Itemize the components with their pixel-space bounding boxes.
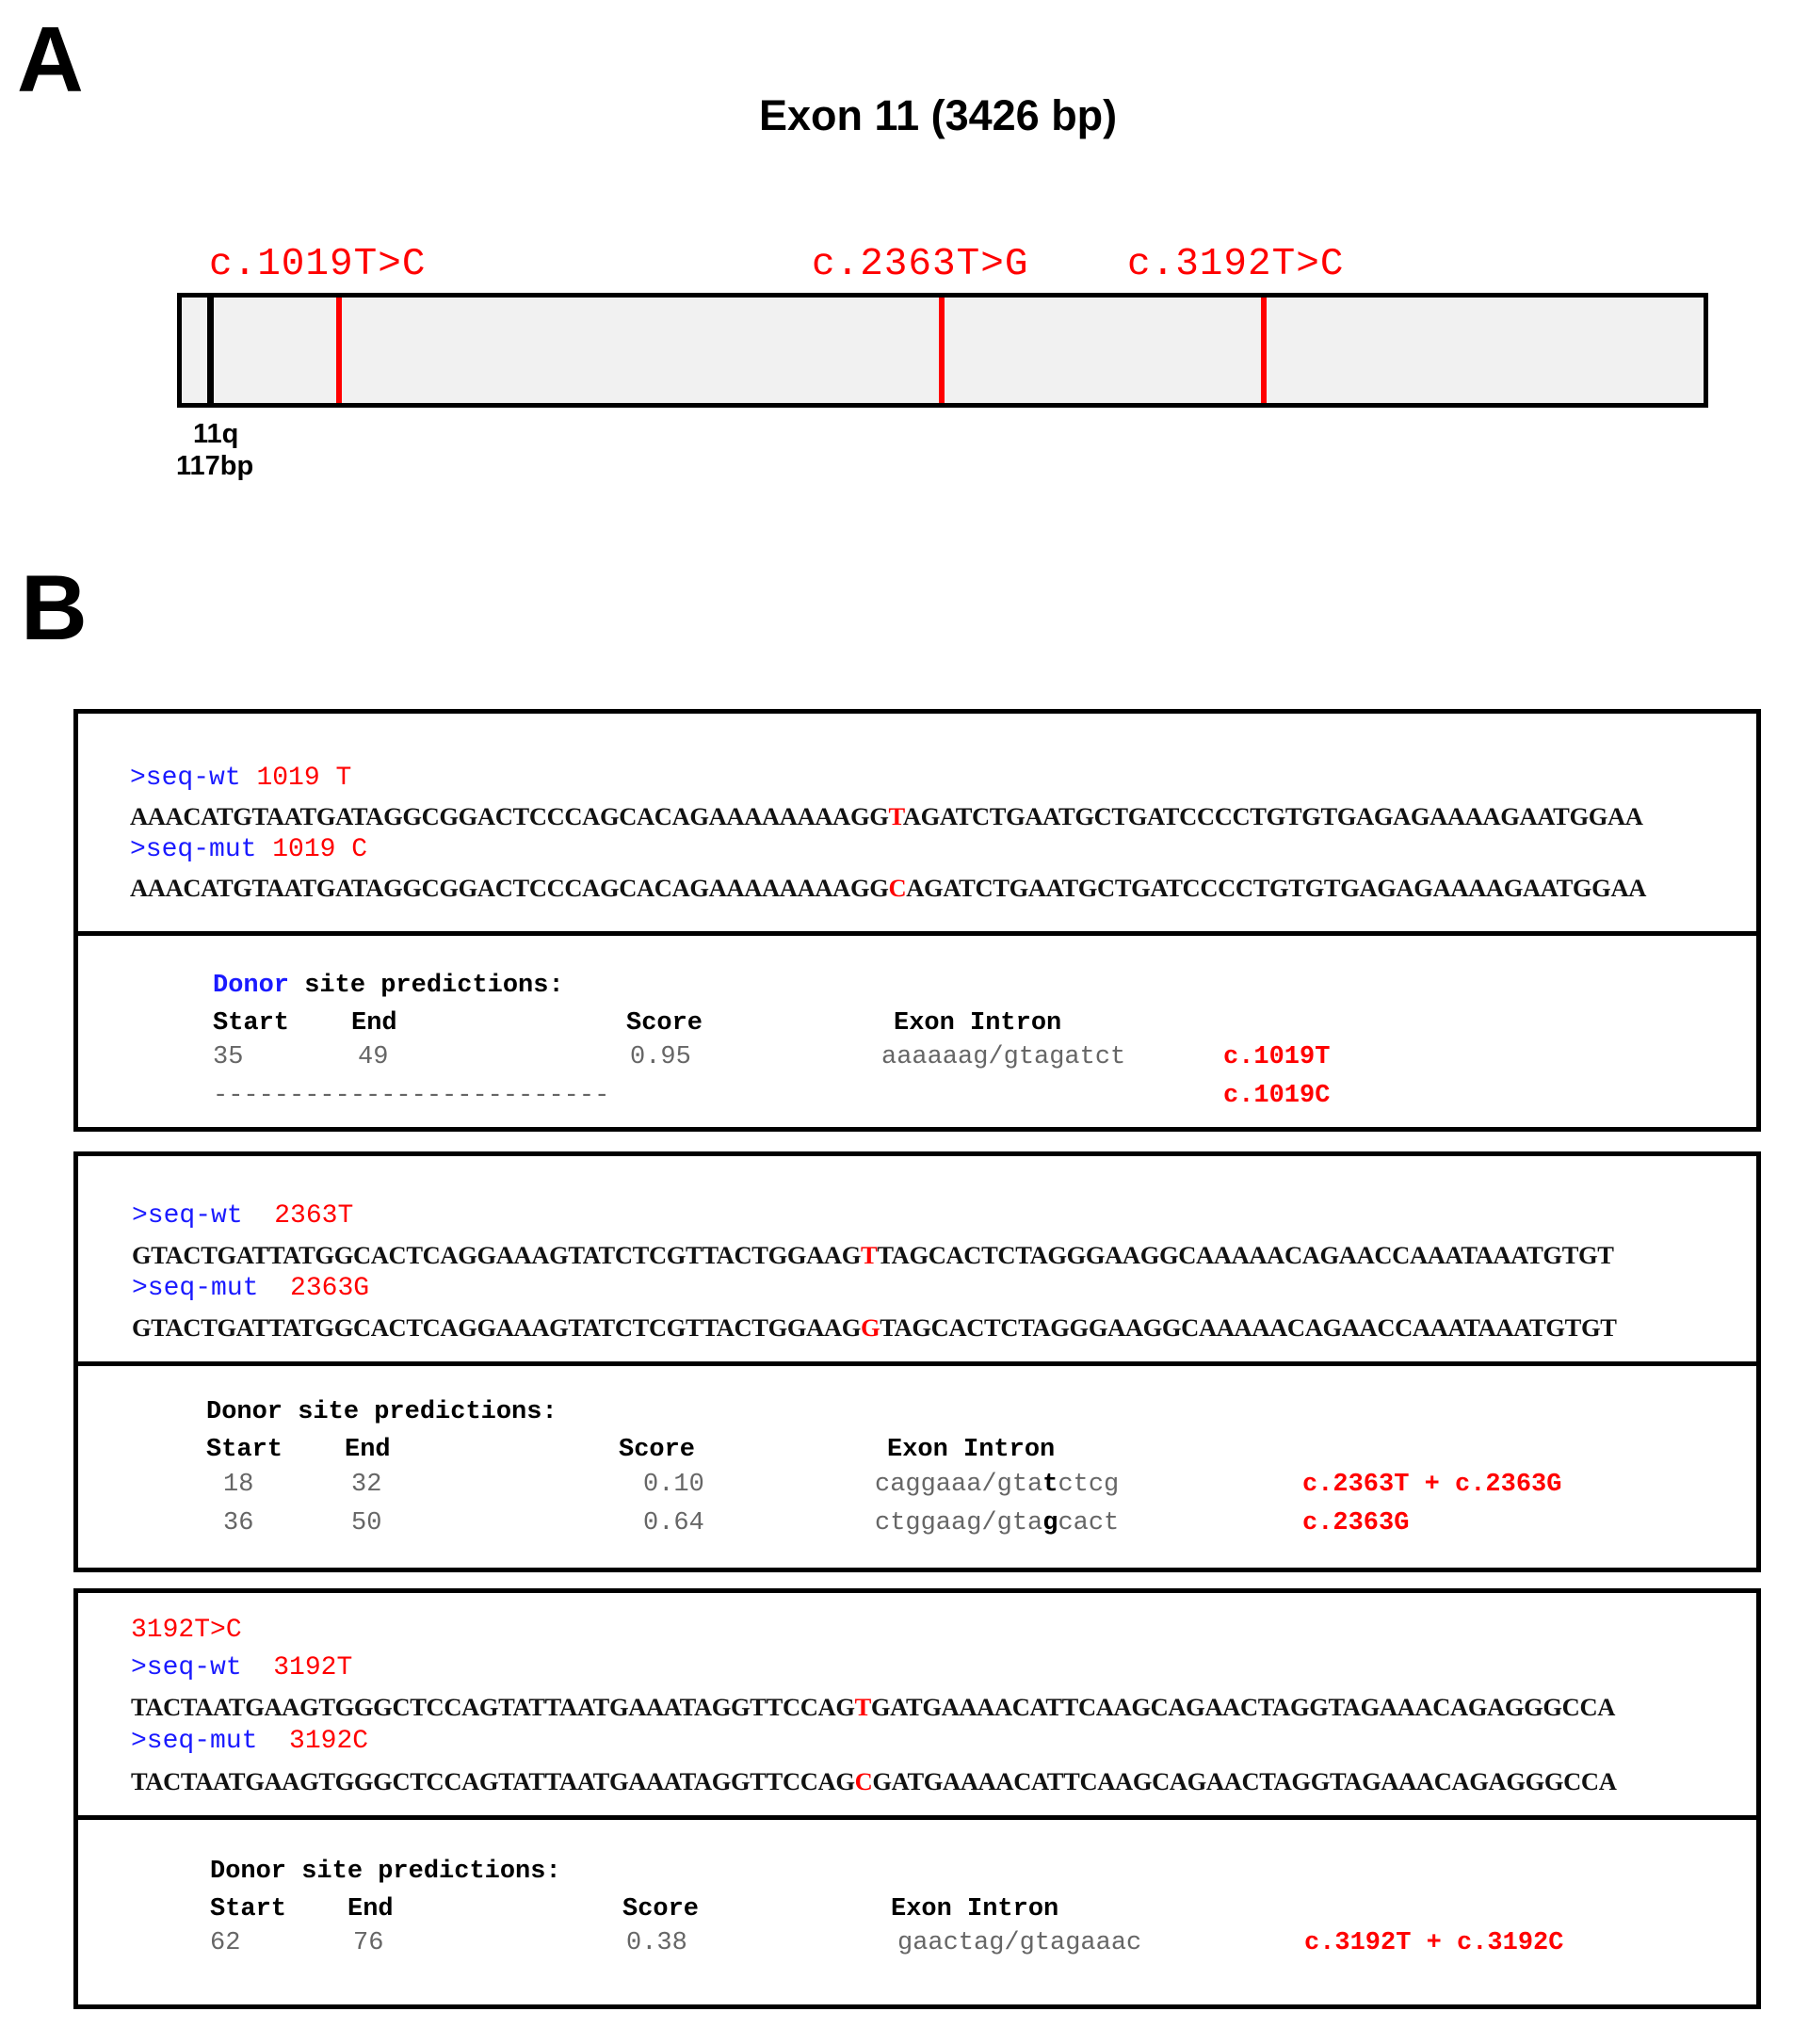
seq-mut-header: >seq-mut 2363G [132, 1274, 370, 1303]
col-score: Score [622, 1895, 700, 1923]
exon-bar [177, 293, 1708, 408]
region-label-11q: 11q [193, 419, 239, 449]
mutation-label-2363: c.2363T>G [812, 243, 1029, 286]
row-start: 62 [210, 1929, 241, 1957]
seq-mut-sequence: GTACTGATTATGGCACTCAGGAAAGTATCTCGTTACTGGAAGGTAGCACTCTAGGGAAGGCAAAAACAGAACCAAATAAATGTGT [132, 1313, 1617, 1342]
box-divider [78, 1815, 1756, 1820]
row-variant-tag: c.2363T + c.2363G [1302, 1471, 1562, 1499]
row-exon-intron: caggaaa/gtatctcg [875, 1471, 1120, 1499]
col-start: Start [210, 1895, 287, 1923]
seq-wt-sequence: AAACATGTAATGATAGGCGGACTCCCAGCACAGAAAAAAAAGGTAGATCTGAATGCTGATCCCCTGTGTGAGAGAAAAGAATGGAA [130, 802, 1643, 830]
box-divider [78, 931, 1756, 936]
variant-heading: 3192T>C [131, 1616, 242, 1645]
variant-box-1019 [73, 709, 1761, 1132]
donor-predictions-title: Donor site predictions: [213, 972, 564, 1000]
col-score: Score [619, 1436, 696, 1464]
box-divider [78, 1361, 1756, 1366]
col-exon-intron: Exon Intron [887, 1436, 1056, 1464]
panel-a-letter: A [17, 8, 84, 111]
row-end: 50 [351, 1509, 382, 1537]
row-end: 32 [351, 1471, 382, 1499]
row-start: 35 [213, 1043, 244, 1071]
seq-mut-header: >seq-mut 3192C [131, 1727, 369, 1756]
row-variant-tag: c.1019C [1223, 1082, 1331, 1110]
mutation-label-1019: c.1019T>C [209, 243, 427, 286]
row-variant-tag: c.2363G [1302, 1509, 1410, 1537]
mutation-marker-2363 [939, 298, 945, 403]
mutation-marker-3192 [1261, 298, 1267, 403]
variant-box-2363 [73, 1151, 1761, 1572]
seq-wt-sequence: GTACTGATTATGGCACTCAGGAAAGTATCTCGTTACTGGAAGTTAGCACTCTAGGGAAGGCAAAAACAGAACCAAATAAATGTGT [132, 1241, 1614, 1269]
col-exon-intron: Exon Intron [894, 1009, 1062, 1038]
col-end: End [351, 1009, 397, 1038]
seq-wt-sequence: TACTAATGAAGTGGGCTCCAGTATTAATGAAATAGGTTCCAGTGATGAAAACATTCAAGCAGAACTAGGTAGAAACAGAGGGCCA [131, 1693, 1616, 1721]
col-end: End [345, 1436, 391, 1464]
donor-predictions-title: Donor site predictions: [206, 1398, 557, 1426]
row-score: 0.10 [643, 1471, 704, 1499]
row-end: 49 [358, 1043, 389, 1071]
region-label-117bp: 117bp [176, 451, 254, 481]
panel-b-letter: B [21, 555, 88, 659]
seq-mut-header: >seq-mut 1019 C [130, 835, 368, 864]
exon-title: Exon 11 (3426 bp) [759, 91, 1118, 139]
col-exon-intron: Exon Intron [891, 1895, 1059, 1923]
donor-predictions-title: Donor site predictions: [210, 1858, 561, 1886]
row-variant-tag: c.1019T [1223, 1043, 1331, 1071]
row-start: 18 [223, 1471, 254, 1499]
row-end: 76 [353, 1929, 384, 1957]
seq-wt-header: >seq-wt 3192T [131, 1653, 353, 1682]
col-end: End [347, 1895, 394, 1923]
row-exon-intron: aaaaaag/gtagatct [881, 1043, 1126, 1071]
row-exon-intron: ctggaag/gtagcact [875, 1509, 1120, 1537]
row-variant-tag: c.3192T + c.3192C [1304, 1929, 1564, 1957]
row-start: 36 [223, 1509, 254, 1537]
mutation-label-3192: c.3192T>C [1127, 243, 1345, 286]
col-score: Score [626, 1009, 703, 1038]
col-start: Start [213, 1009, 290, 1038]
seq-wt-header: >seq-wt 1019 T [130, 764, 352, 793]
seq-mut-sequence: TACTAATGAAGTGGGCTCCAGTATTAATGAAATAGGTTCCAGCGATGAAAACATTCAAGCAGAACTAGGTAGAAACAGAGGGCCA [131, 1767, 1617, 1795]
variant-box-3192 [73, 1588, 1761, 2009]
row-score: 0.38 [626, 1929, 687, 1957]
row-score: 0.64 [643, 1509, 704, 1537]
mutation-marker-1019 [336, 298, 342, 403]
row-score: 0.95 [630, 1043, 691, 1071]
row-exon-intron: gaactag/gtagaaac [897, 1929, 1142, 1957]
region-11q-boundary [207, 298, 214, 403]
row-no-prediction-dashes: -------------------------- [213, 1082, 610, 1110]
seq-wt-header: >seq-wt 2363T [132, 1201, 354, 1231]
col-start: Start [206, 1436, 283, 1464]
seq-mut-sequence: AAACATGTAATGATAGGCGGACTCCCAGCACAGAAAAAAAAGGCAGATCTGAATGCTGATCCCCTGTGTGAGAGAAAAGAATGGAA [130, 874, 1647, 902]
